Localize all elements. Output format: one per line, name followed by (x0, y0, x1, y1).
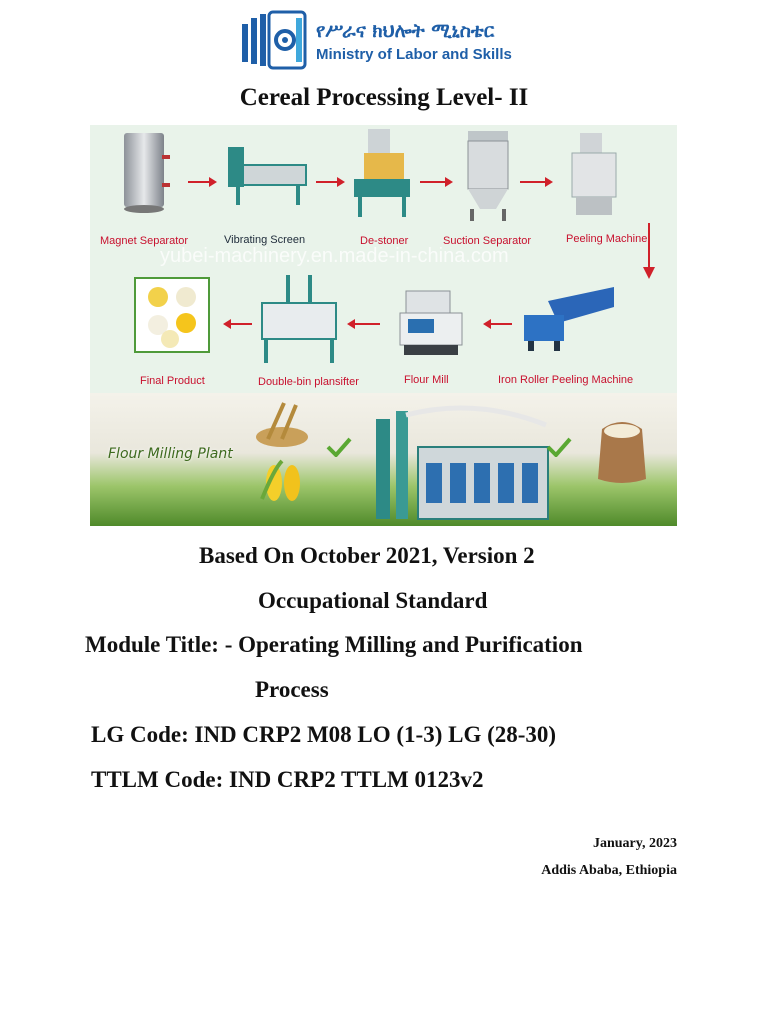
arrow-right-icon (326, 437, 352, 457)
module-title-line: Module Title: - Operating Milling and Purification (85, 632, 583, 657)
ttlm-code-label: TTLM Code (91, 767, 216, 792)
process-flow-image (90, 125, 677, 393)
logo-text-amharic: የሥራና ክህሎት ሚኒስቴር (316, 20, 495, 42)
magnet-separator-icon (118, 131, 170, 215)
flow-arrow (486, 323, 512, 325)
ministry-logo (240, 10, 540, 70)
plant-image-label: Flour Milling Plant (108, 446, 233, 462)
iron-roller-peeling-machine-icon (518, 281, 618, 353)
ttlm-code-value: : IND CRP2 TTLM 0123v2 (215, 767, 484, 792)
final-product-icon (134, 277, 210, 353)
flour-milling-plant-image (90, 393, 677, 526)
step-label-de-stoner: De-stoner (360, 235, 409, 247)
step-label-peeling-machine: Peeling Machine (566, 233, 648, 245)
arrow-right-icon (546, 437, 572, 457)
step-label-final-product: Final Product (140, 375, 205, 387)
publication-date: January, 2023 (592, 836, 677, 851)
flow-arrow (188, 181, 214, 183)
flow-arrow (420, 181, 450, 183)
wheat-icon (254, 399, 312, 449)
ministry-emblem-icon (240, 10, 308, 70)
module-title-continuation: Process (255, 677, 329, 702)
flow-arrow (520, 181, 550, 183)
flour-mill-icon (396, 289, 466, 357)
publication-place: Addis Ababa, Ethiopia (541, 863, 677, 878)
peeling-machine-icon (566, 131, 622, 219)
suction-separator-icon (462, 129, 514, 223)
step-label-suction-separator: Suction Separator (443, 235, 532, 247)
occupational-standard-line: Occupational Standard (258, 588, 488, 613)
flour-sack-icon (594, 409, 650, 487)
corn-icon (260, 459, 306, 503)
image-watermark: yubei-machinery.en.made-in-china.com (160, 245, 509, 267)
de-stoner-icon (348, 127, 418, 219)
step-label-iron-roller-peeling-machine: Iron Roller Peeling Machine (498, 374, 634, 386)
double-bin-plansifter-icon (258, 273, 340, 365)
logo-text-english: Ministry of Labor and Skills (316, 46, 512, 63)
flow-arrow (316, 181, 342, 183)
step-label-vibrating-screen: Vibrating Screen (224, 234, 306, 246)
lg-code-line: LG Code: IND CRP2 M08 LO (1-3) LG (28-30) (91, 722, 557, 747)
flow-arrow (226, 323, 252, 325)
milling-plant-machinery-icon (366, 401, 556, 523)
flow-arrow-down (642, 223, 656, 279)
document-title: Cereal Processing Level- II (239, 84, 529, 111)
step-label-magnet-separator: Magnet Separator (100, 235, 189, 247)
flow-arrow (350, 323, 380, 325)
based-on-line: Based On October 2021, Version 2 (199, 543, 535, 568)
step-label-double-bin-plansifter: Double-bin plansifter (258, 376, 359, 388)
ttlm-code-line (91, 767, 484, 793)
vibrating-screen-icon (222, 143, 314, 209)
step-label-flour-mill: Flour Mill (404, 374, 449, 386)
